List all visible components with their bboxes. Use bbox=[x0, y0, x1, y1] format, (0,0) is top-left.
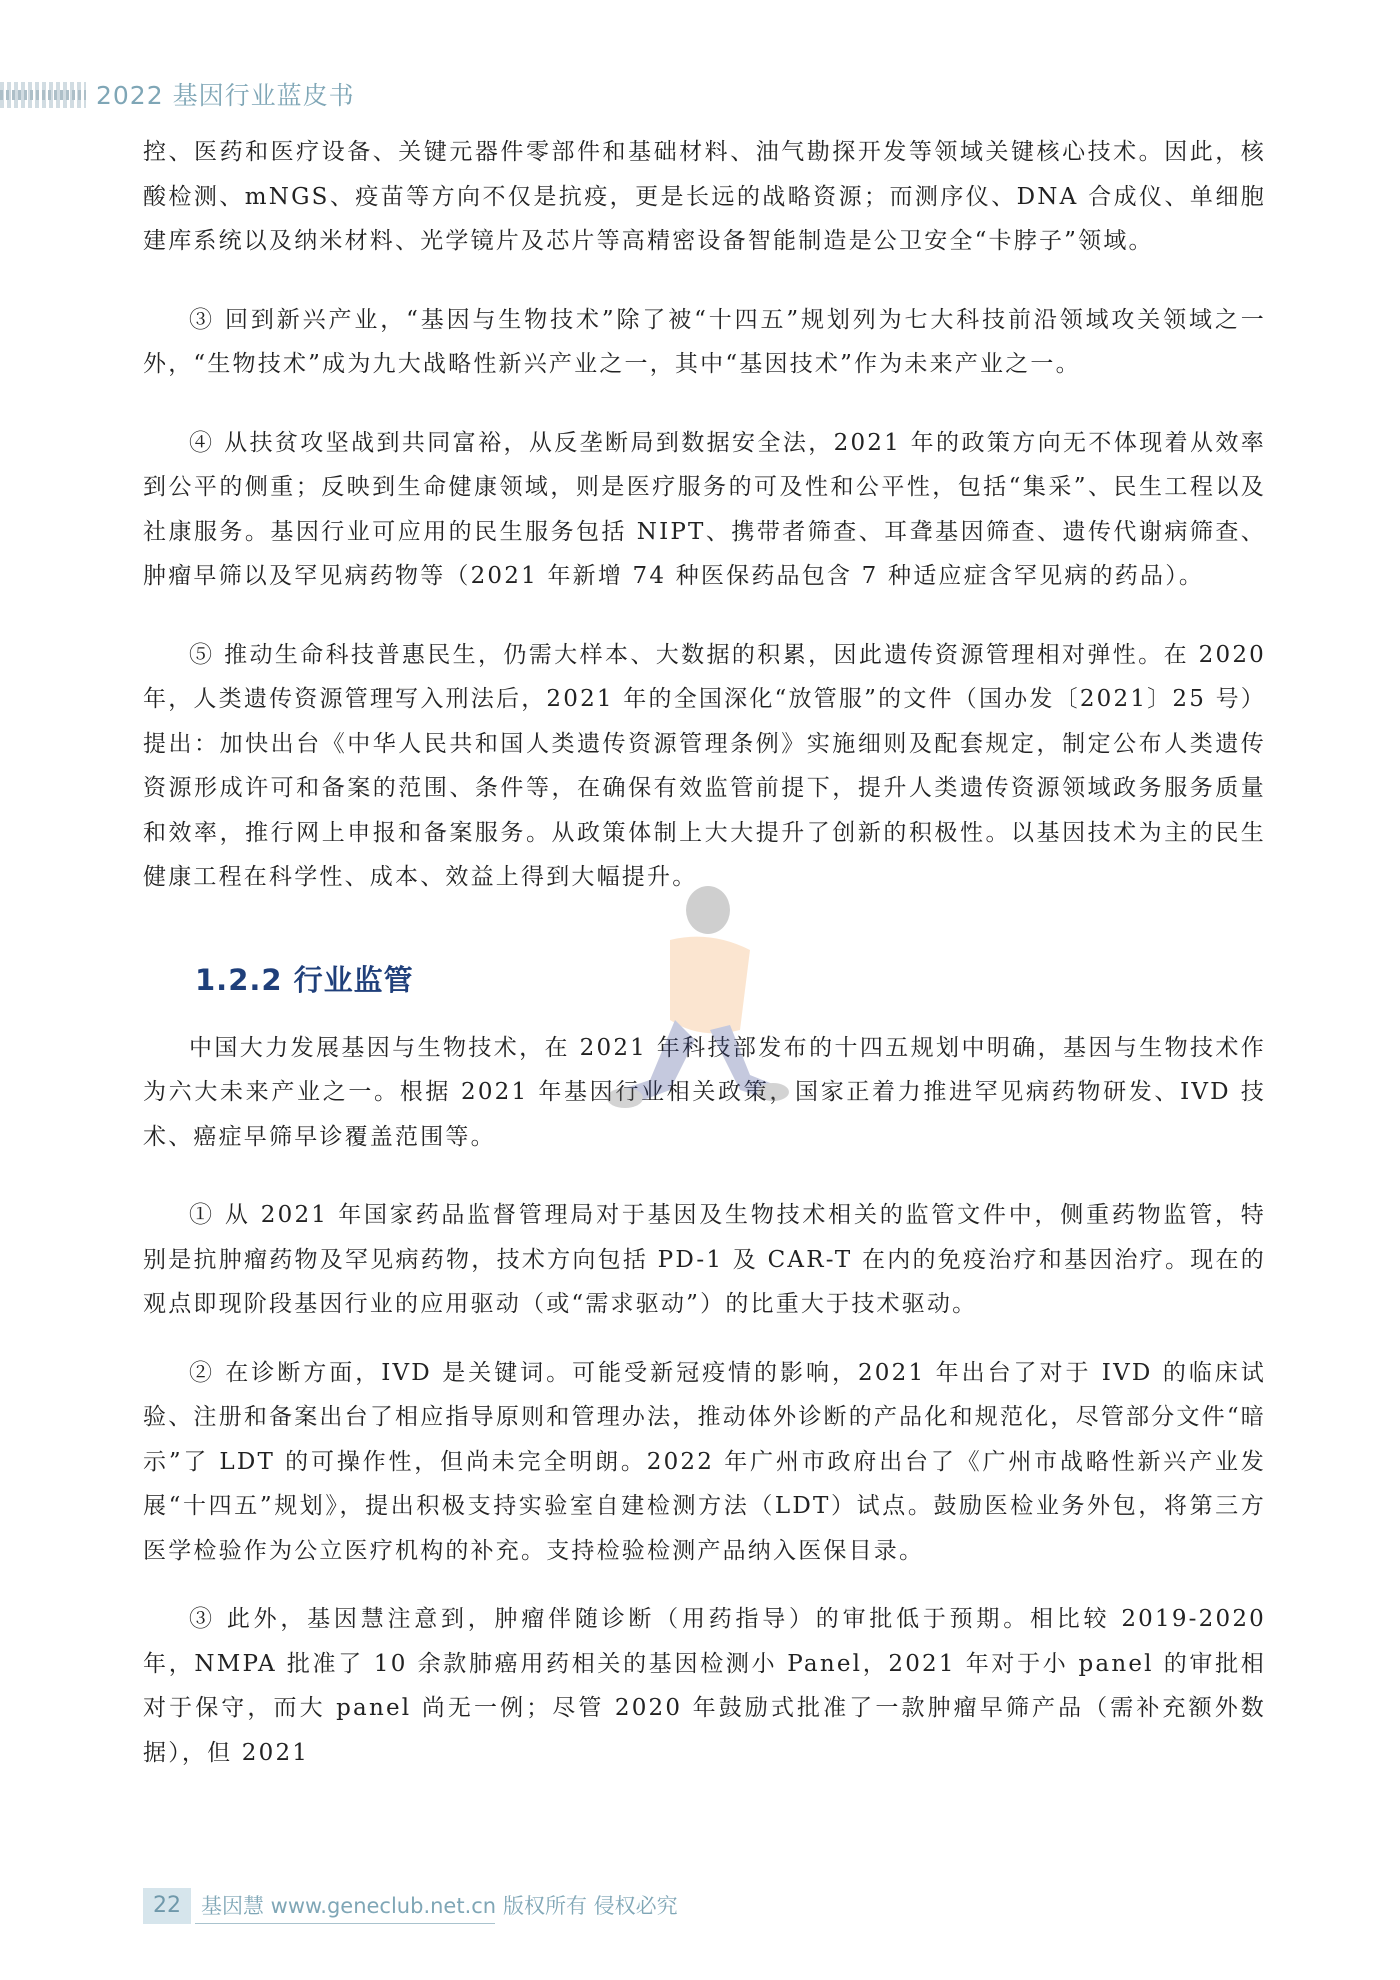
section-heading: 1.2.2 行业监管 bbox=[195, 962, 414, 997]
header-title: 2022 基因行业蓝皮书 bbox=[96, 81, 355, 110]
paragraph-5: 中国大力发展基因与生物技术，在 2021 年科技部发布的十四五规划中明确，基因与生物技术作为六大未来产业之一。根据 2021 年基因行业相关政策，国家正着力推进罕见病药物研发、IVD 技术、癌症早筛早诊覆盖范围等。 bbox=[143, 1034, 1266, 1150]
header-pattern-decoration bbox=[0, 82, 86, 108]
paragraph-3: ④ 从扶贫攻坚战到共同富裕，从反垄断局到数据安全法，2021 年的政策方向无不体现着从效率到公平的侧重；反映到生命健康领域，则是医疗服务的可及性和公平性，包括“集采”、民生工程以及社康服务。基因行业可应用的民生服务包括 NIPT、携带者筛查、耳聋基因筛查、遗传代谢病筛查、肿瘤早筛以及罕见病药物等（2021 年新增 74 种医保药品包含 7 种适应症含罕见病的药品）。 bbox=[143, 429, 1266, 589]
page-header bbox=[0, 78, 1400, 114]
page-number: 22 bbox=[143, 1888, 191, 1924]
paragraph-2: ③ 回到新兴产业，“基因与生物技术”除了被“十四五”规划列为七大科技前沿领域攻关领域之一外，“生物技术”成为九大战略性新兴产业之一，其中“基因技术”作为未来产业之一。 bbox=[143, 306, 1266, 377]
paragraph-1: 控、医药和医疗设备、关键元器件零部件和基础材料、油气勘探开发等领域关键核心技术。因此，核酸检测、mNGS、疫苗等方向不仅是抗疫，更是长远的战略资源；而测序仪、DNA 合成仪、单细胞建库系统以及纳米材料、光学镜片及芯片等高精密设备智能制造是公卫安全“卡脖子”领域。 bbox=[143, 139, 1266, 254]
footer-copyright: 版权所有 侵权必究 bbox=[503, 1894, 678, 1918]
paragraph-7: ② 在诊断方面，IVD 是关键词。可能受新冠疫情的影响，2021 年出台了对于 IVD 的临床试验、注册和备案出台了相应指导原则和管理办法，推动体外诊断的产品化和规范化，尽管部分文件“暗示”了 LDT 的可操作性，但尚未完全明朗。2022 年广州市政府出台了《广州市战略性新兴产业发展“十四五”规划》，提出积极支持实验室自建检测方法（LDT）试点。鼓励医检业务外包，将第三方医学检验作为公立医疗机构的补充。支持检验检测产品纳入医保目录。 bbox=[143, 1359, 1266, 1564]
paragraph-4: ⑤ 推动生命科技普惠民生，仍需大样本、大数据的积累，因此遗传资源管理相对弹性。在 2020 年，人类遗传资源管理写入刑法后，2021 年的全国深化“放管服”的文件（国办发〔2021〕25 号）提出：加快出台《中华人民共和国人类遗传资源管理条例》实施细则及配套规定，制定公布人类遗传资源形成许可和备案的范围、条件等，在确保有效监管前提下，提升人类遗传资源领域政务服务质量和效率，推行网上申报和备案服务。从政策体制上大大提升了创新的积极性。以基因技术为主的民生健康工程在科学性、成本、效益上得到大幅提升。 bbox=[143, 641, 1266, 890]
page-content bbox=[143, 130, 1266, 1775]
paragraph-8: ③ 此外，基因慧注意到，肿瘤伴随诊断（用药指导）的审批低于预期。相比较 2019-2020 年，NMPA 批准了 10 余款肺癌用药相关的基因检测小 Panel，2021 年对于小 panel 的审批相对于保守，而大 panel 尚无一例；尽管 2020 年鼓励式批准了一款肿瘤早筛产品（需补充额外数据），但 2021 bbox=[143, 1606, 1266, 1766]
page-footer bbox=[143, 1888, 803, 1924]
paragraph-6: ① 从 2021 年国家药品监督管理局对于基因及生物技术相关的监管文件中，侧重药物监管，特别是抗肿瘤药物及罕见病药物，技术方向包括 PD-1 及 CAR-T 在内的免疫治疗和基因治疗。现在的观点即现阶段基因行业的应用驱动（或“需求驱动”）的比重大于技术驱动。 bbox=[143, 1202, 1266, 1317]
footer-site-link[interactable]: 基因慧 www.geneclub.net.cn bbox=[201, 1894, 497, 1918]
footer-divider bbox=[195, 1923, 495, 1924]
